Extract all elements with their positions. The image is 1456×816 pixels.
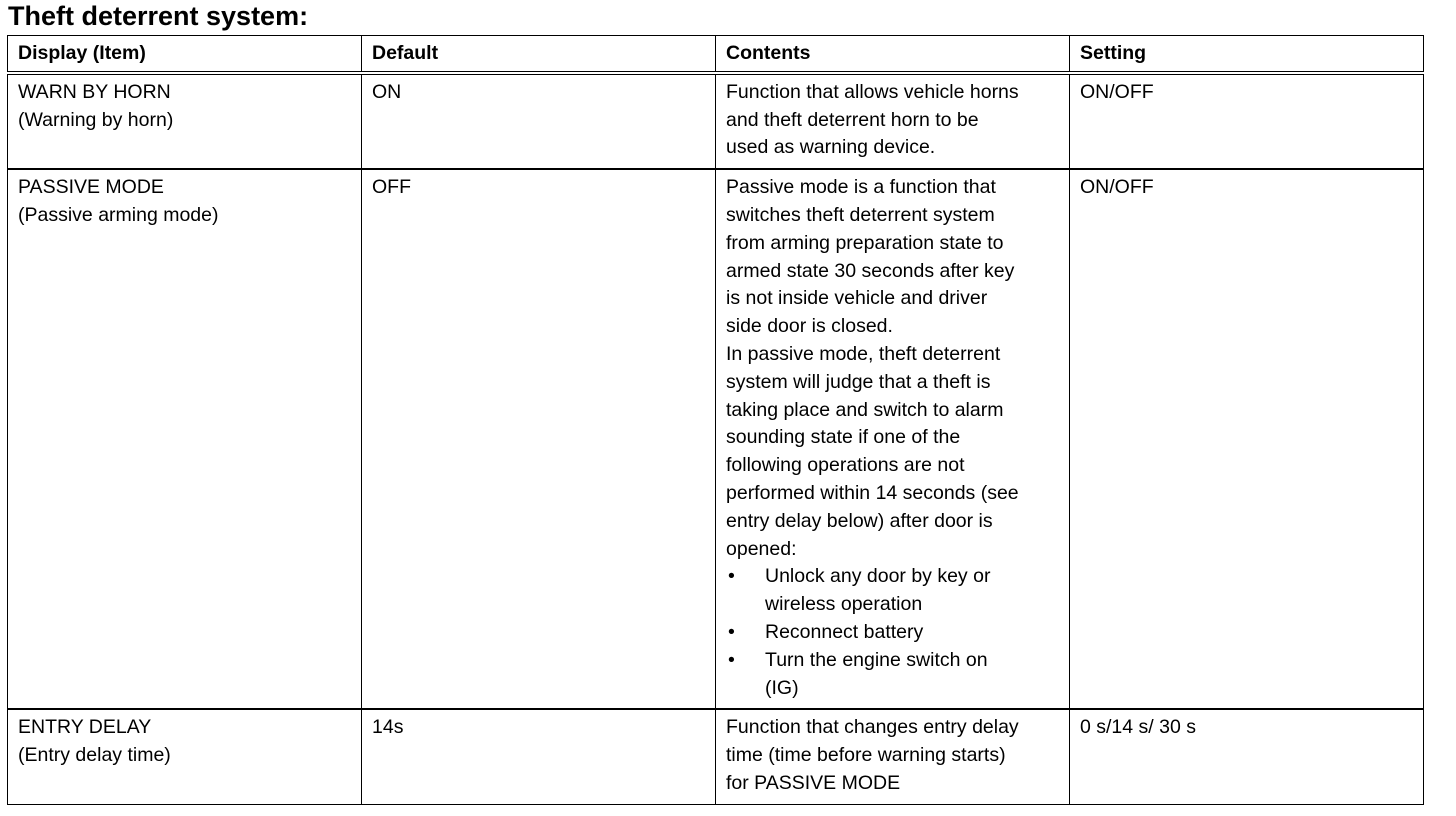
header-contents: Contents — [716, 36, 1070, 73]
cell-default — [362, 73, 716, 169]
contents-line: switches theft deterrent system — [726, 203, 995, 226]
display-item-name: ENTRY DELAY — [18, 716, 152, 739]
setting-value: ON/OFF — [1080, 80, 1154, 103]
bullet-icon: • — [728, 620, 735, 643]
bullet-text-line: wireless operation — [765, 593, 923, 616]
contents-line: Passive mode is a function that — [726, 176, 996, 199]
contents-line: time (time before warning starts) — [726, 744, 1006, 767]
header-default: Default — [362, 36, 716, 73]
cell-setting — [1070, 709, 1424, 804]
cell-display-item — [8, 73, 362, 169]
theft-deterrent-settings-table — [7, 35, 1424, 805]
bullet-item-unlock-door — [726, 563, 1059, 619]
bullet-text-line: (IG) — [765, 676, 799, 699]
operations-bullet-list — [726, 563, 1059, 702]
cell-contents — [716, 169, 1070, 709]
contents-line: In passive mode, theft deterrent — [726, 342, 1001, 365]
default-value: OFF — [372, 176, 411, 199]
bullet-icon: • — [728, 648, 735, 671]
cell-contents — [716, 73, 1070, 169]
header-setting: Setting — [1070, 36, 1424, 73]
setting-value: 0 s/14 s/ 30 s — [1080, 716, 1196, 739]
contents-line: sounding state if one of the — [726, 426, 961, 449]
cell-default — [362, 169, 716, 709]
contents-line: opened: — [726, 537, 797, 560]
table-header-row — [8, 36, 1424, 73]
cell-display-item — [8, 709, 362, 804]
setting-value: ON/OFF — [1080, 176, 1154, 199]
contents-line: system will judge that a theft is — [726, 370, 991, 393]
contents-line: and theft deterrent horn to be — [726, 108, 979, 131]
contents-line: Function that allows vehicle horns — [726, 80, 1019, 103]
contents-line: armed state 30 seconds after key — [726, 259, 1015, 282]
display-item-description: (Entry delay time) — [18, 744, 171, 767]
cell-default — [362, 709, 716, 804]
cell-display-item — [8, 169, 362, 709]
display-item-description: (Passive arming mode) — [18, 203, 219, 226]
table-row-passive-mode — [8, 169, 1424, 709]
contents-line: entry delay below) after door is — [726, 509, 993, 532]
display-item-name: PASSIVE MODE — [18, 176, 164, 199]
bullet-icon: • — [728, 565, 735, 588]
default-value: 14s — [372, 716, 404, 739]
cell-contents — [716, 709, 1070, 804]
bullet-text-line: Unlock any door by key or — [765, 565, 991, 588]
table-row-warn-by-horn — [8, 73, 1424, 169]
bullet-text-line: Turn the engine switch on — [765, 648, 988, 671]
default-value: ON — [372, 80, 402, 103]
contents-line: from arming preparation state to — [726, 231, 1004, 254]
contents-line: performed within 14 seconds (see — [726, 481, 1019, 504]
bullet-item-reconnect-battery — [726, 619, 1059, 647]
contents-line: taking place and switch to alarm — [726, 398, 1004, 421]
bullet-text-line: Reconnect battery — [765, 620, 924, 643]
bullet-item-engine-switch — [726, 647, 1059, 703]
page-title: Theft deterrent system: — [8, 1, 309, 31]
table-row-entry-delay — [8, 709, 1424, 804]
header-display-item: Display (Item) — [8, 36, 362, 73]
display-item-name: WARN BY HORN — [18, 80, 171, 103]
contents-line: following operations are not — [726, 454, 965, 477]
contents-line: is not inside vehicle and driver — [726, 287, 988, 310]
cell-setting — [1070, 73, 1424, 169]
contents-line: used as warning device. — [726, 136, 936, 159]
display-item-description: (Warning by horn) — [18, 108, 174, 131]
contents-line: for PASSIVE MODE — [726, 771, 901, 794]
contents-line: Function that changes entry delay — [726, 716, 1019, 739]
contents-line: side door is closed. — [726, 315, 893, 338]
cell-setting — [1070, 169, 1424, 709]
